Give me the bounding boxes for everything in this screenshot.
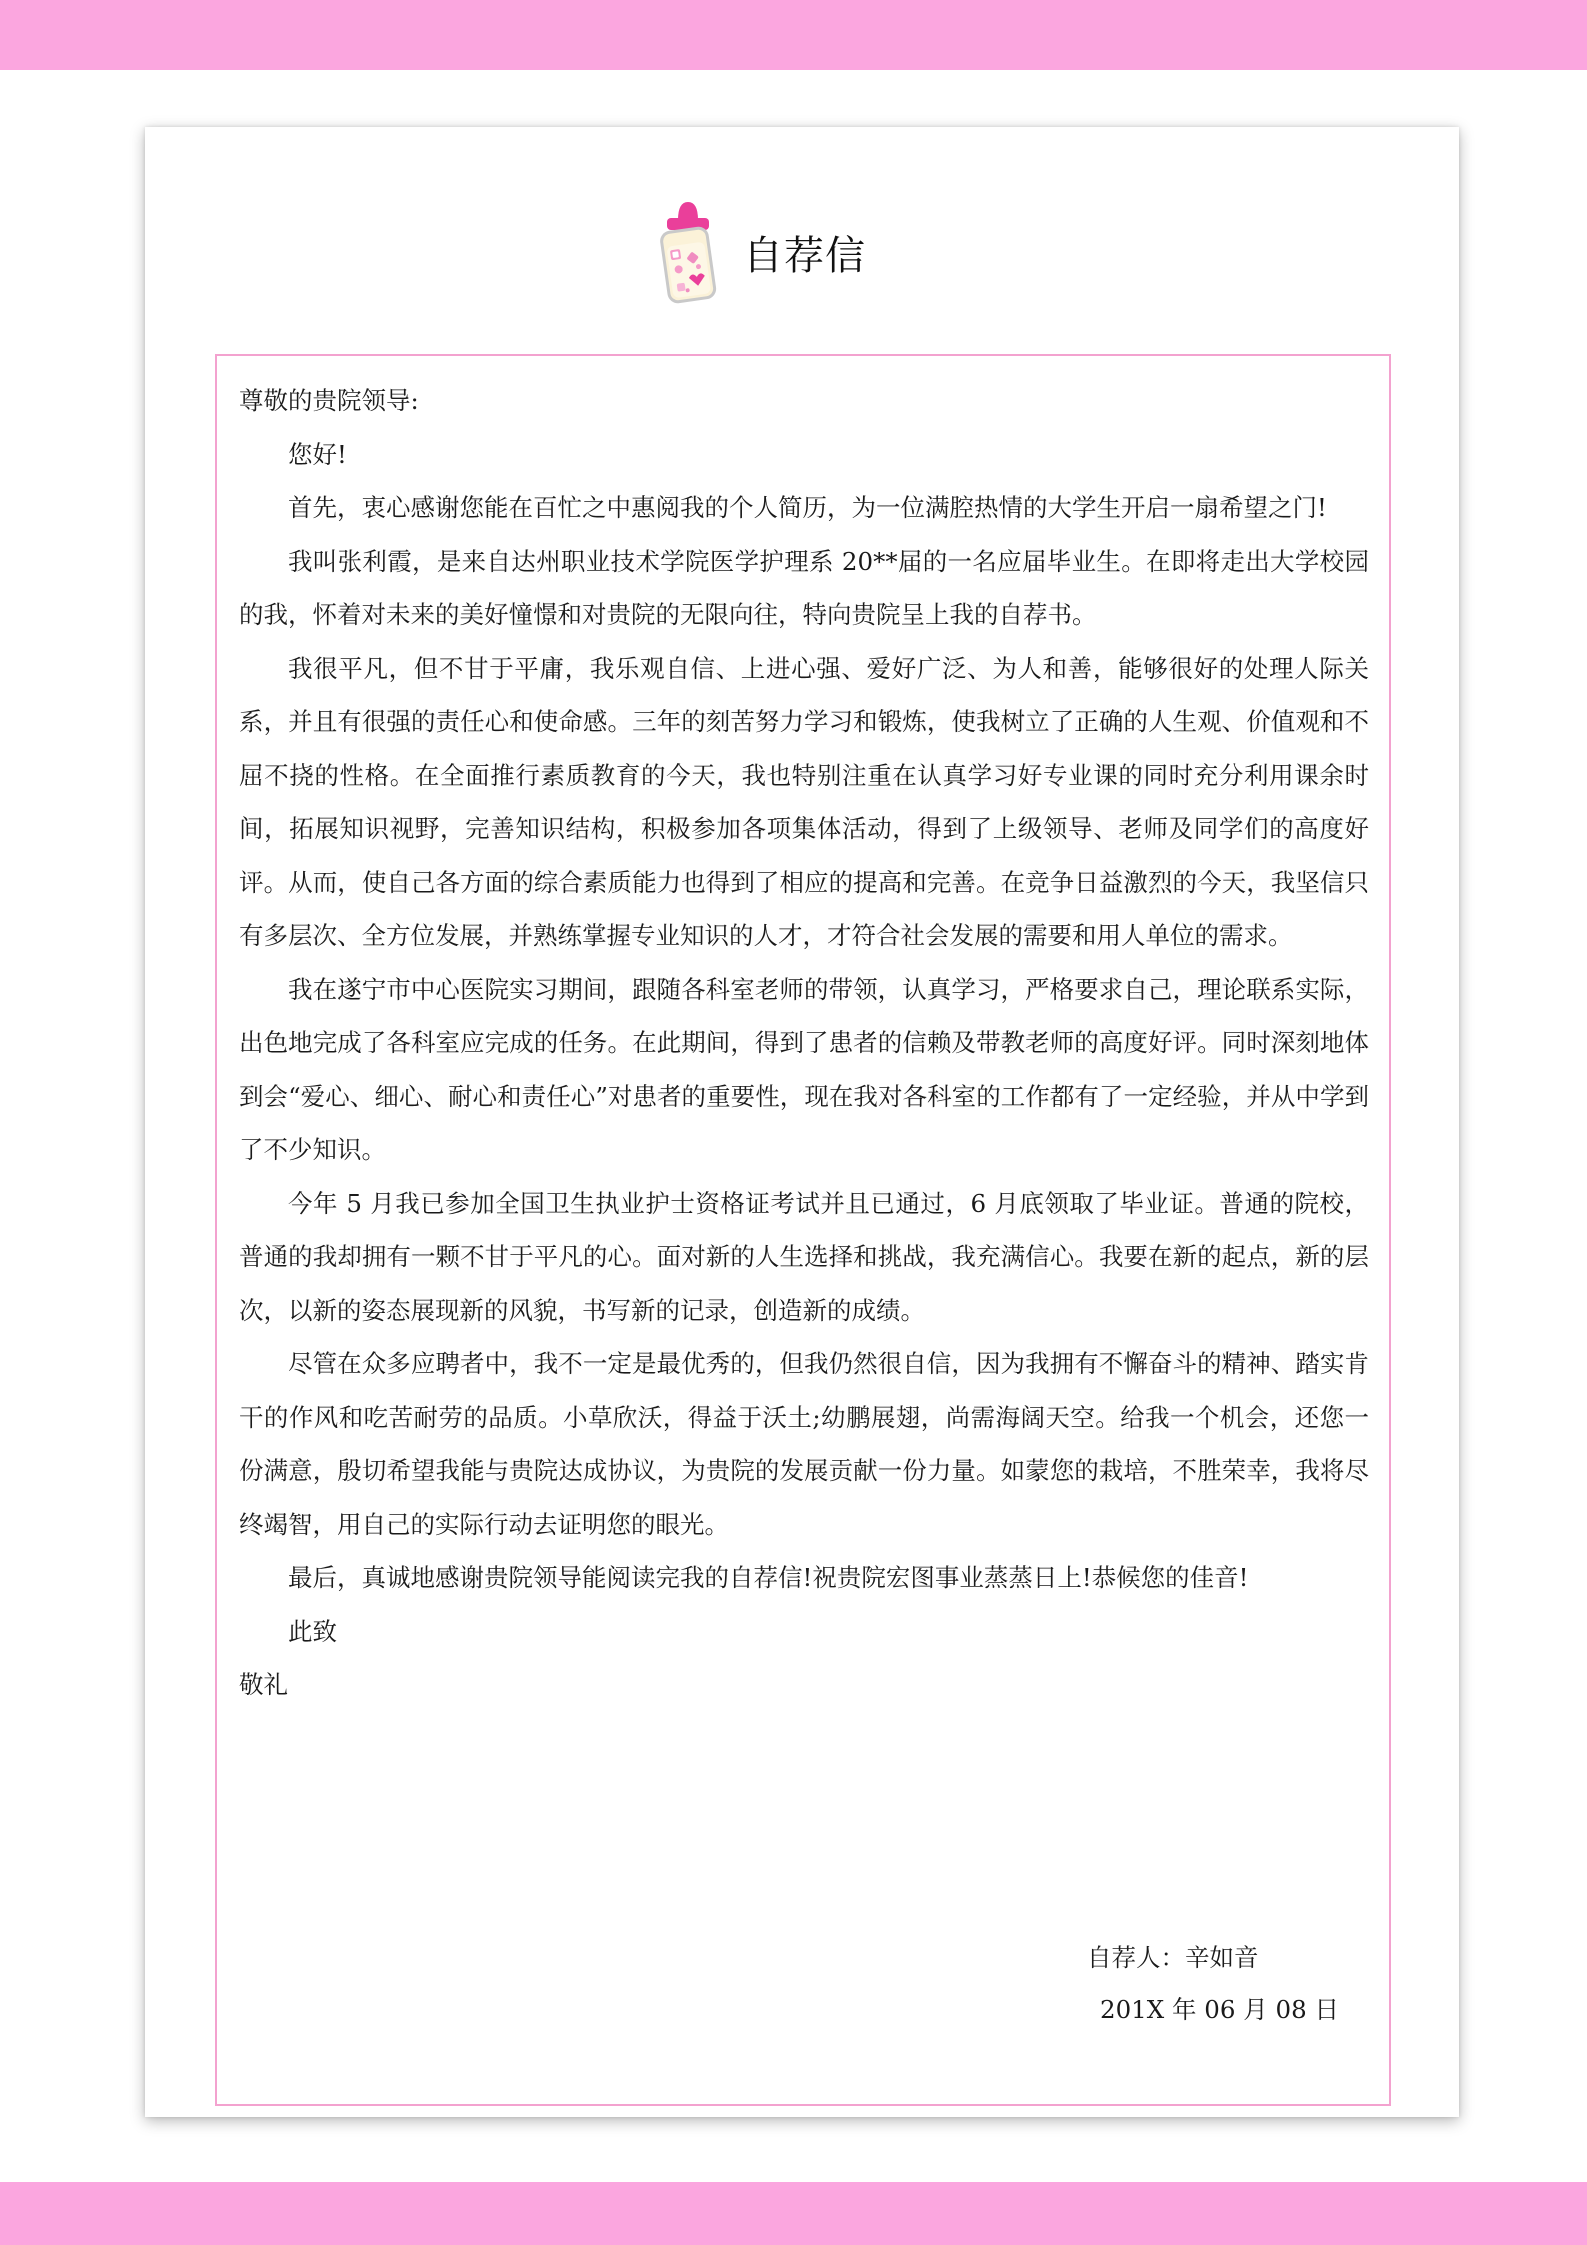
- paragraph: 我很平凡，但不甘于平庸，我乐观自信、上进心强、爱好广泛、为人和善，能够很好的处理人际关系，并且有很强的责任心和使命感。三年的刻苦努力学习和锻炼，使我树立了正确的人生观、价值观和不屈不挠的性格。在全面推行素质教育的今天，我也特别注重在认真学习好专业课的同时充分利用课余时间，拓展知识视野，完善知识结构，积极参加各项集体活动，得到了上级领导、老师及同学们的高度好评。从而，使自己各方面的综合素质能力也得到了相应的提高和完善。在竞争日益激烈的今天，我坚信只有多层次、全方位发展，并熟练掌握专业知识的人才，才符合社会发展的需要和用人单位的需求。: [239, 653, 1369, 950]
- paragraph: 首先，衷心感谢您能在百忙之中惠阅我的个人简历，为一位满腔热情的大学生开启一扇希望之门!: [288, 493, 1327, 522]
- top-pink-band: [0, 0, 1587, 70]
- letter-frame: [215, 354, 1391, 2106]
- letter-body: [239, 374, 1369, 1712]
- bottom-pink-band: [0, 2182, 1587, 2245]
- signer-line: 自荐人：辛如音: [1087, 1943, 1259, 1972]
- greeting: 您好!: [288, 439, 347, 469]
- paragraph: 我叫张利霞，是来自达州职业技术学院医学护理系 20**届的一名应届毕业生。在即将走出大学校园的我，怀着对未来的美好憧憬和对贵院的无限向往，特向贵院呈上我的自荐书。: [239, 546, 1369, 629]
- paragraph: 最后，真诚地感谢贵院领导能阅读完我的自荐信!祝贵院宏图事业蒸蒸日上!恭候您的佳音!: [288, 1563, 1249, 1592]
- closing-line: 此致: [288, 1616, 337, 1646]
- paragraph: 我在遂宁市中心医院实习期间，跟随各科室老师的带领，认真学习，严格要求自己，理论联系实际，出色地完成了各科室应完成的任务。在此期间，得到了患者的信赖及带教老师的高度好评。同时深刻地体到会“爱心、细心、耐心和责任心”对患者的重要性，现在我对各科室的工作都有了一定经验，并从中学到了不少知识。: [239, 974, 1369, 1164]
- date-line: 201X 年 06 月 08 日: [1100, 1995, 1339, 2024]
- baby-bottle-icon: [650, 198, 725, 306]
- letter-page: [145, 127, 1459, 2117]
- paragraph: 尽管在众多应聘者中，我不一定是最优秀的，但我仍然很自信，因为我拥有不懈奋斗的精神、踏实肯干的作风和吃苦耐劳的品质。小草欣沃，得益于沃土;幼鹏展翅，尚需海阔天空。给我一个机会，还您一份满意，殷切希望我能与贵院达成协议，为贵院的发展贡献一份力量。如蒙您的栽培，不胜荣幸，我将尽终竭智，用自己的实际行动去证明您的眼光。: [239, 1349, 1369, 1539]
- title-block: [650, 187, 866, 317]
- paragraph: 今年 5 月我已参加全国卫生执业护士资格证考试并且已通过，6 月底领取了毕业证。普通的院校，普通的我却拥有一颗不甘于平凡的心。面对新的人生选择和挑战，我充满信心。我要在新的起点，新的层次，以新的姿态展现新的风貌，书写新的记录，创造新的成绩。: [239, 1188, 1369, 1325]
- salutation: 尊敬的贵院领导:: [239, 386, 419, 415]
- closing-salute: 敬礼: [239, 1670, 288, 1699]
- page-title: 自荐信: [743, 232, 866, 279]
